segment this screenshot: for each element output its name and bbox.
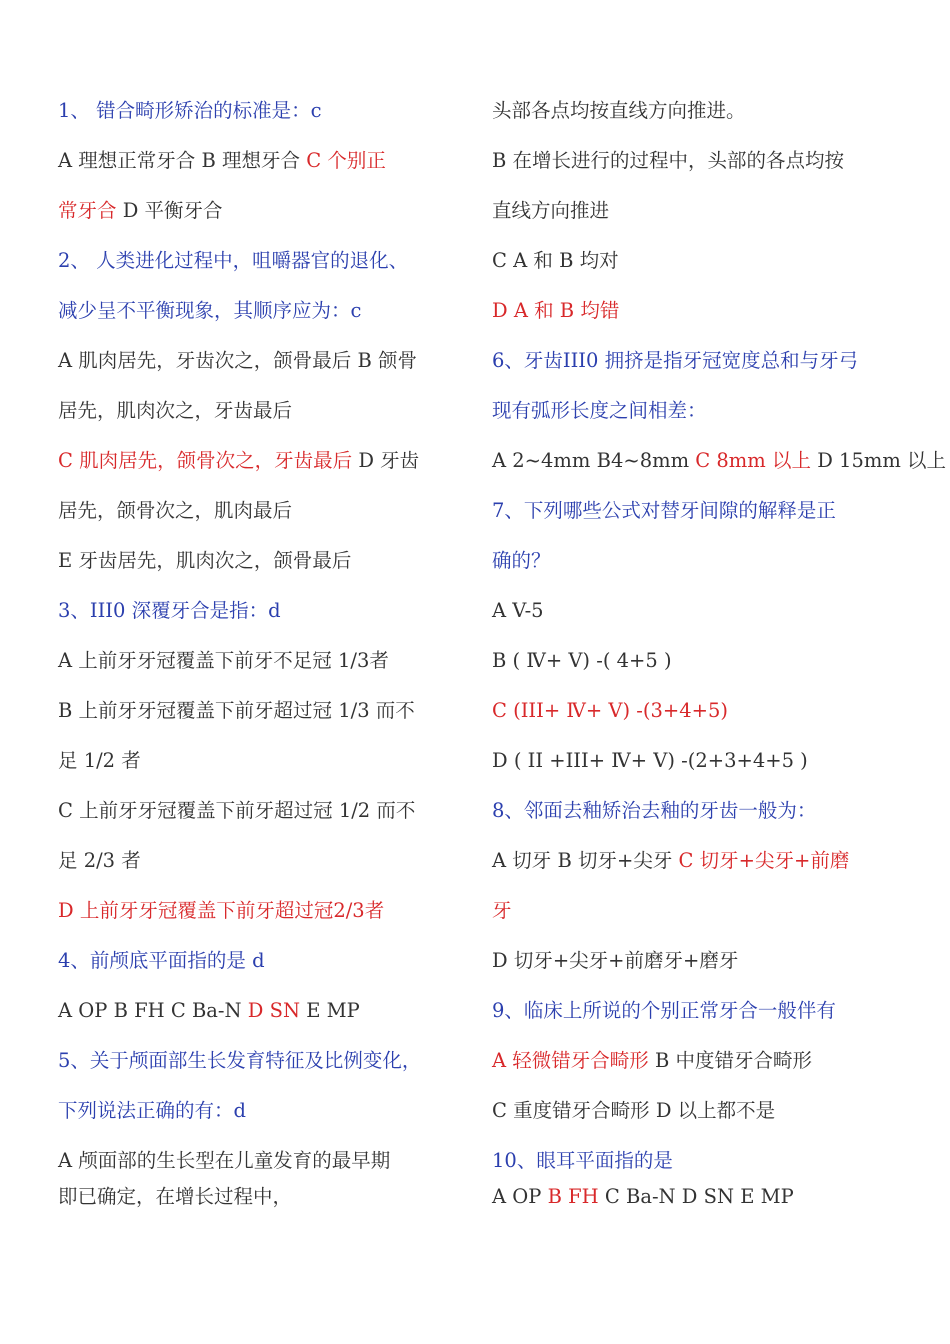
question-text: 现有弧形长度之间相差： — [492, 399, 707, 422]
text-line — [58, 386, 478, 436]
option-text: D ( II +III+ Ⅳ+ V) -(2+3+4+5 ) — [492, 749, 808, 772]
answer-text: C 8mm 以上 — [695, 449, 811, 472]
answer-text: 常牙合 — [58, 199, 117, 222]
text-line — [492, 536, 912, 586]
answer-text: A 轻微错牙合畸形 — [492, 1049, 649, 1072]
question-text: 减少呈不平衡现象，其顺序应为：c — [58, 299, 362, 322]
text-line — [58, 486, 478, 536]
option-text: A 切牙 B 切牙+尖牙 — [492, 849, 679, 872]
option-text: A 肌肉居先，牙齿次之，颌骨最后 B 颌骨 — [58, 349, 418, 372]
text-line — [492, 686, 912, 736]
option-text: D 平衡牙合 — [116, 199, 223, 222]
option-text: 足 1/2 者 — [58, 749, 141, 772]
left-column — [58, 86, 478, 1222]
text-line — [58, 1172, 478, 1222]
text-line — [492, 486, 912, 536]
option-text: C 上前牙牙冠覆盖下前牙超过冠 1/2 而不 — [58, 799, 416, 822]
text-line — [58, 436, 478, 486]
option-text: B ( Ⅳ+ V) -( 4+5 ) — [492, 649, 672, 672]
option-text: C 重度错牙合畸形 D 以上都不是 — [492, 1099, 776, 1122]
question-text: 5、关于颅面部生长发育特征及比例变化， — [58, 1049, 422, 1072]
answer-text: D A 和 B 均错 — [492, 299, 620, 322]
text-line — [492, 836, 912, 886]
text-line — [492, 386, 912, 436]
text-line — [492, 1172, 912, 1222]
question-text: 10、眼耳平面指的是 — [492, 1149, 673, 1172]
question-text: 下列说法正确的有：d — [58, 1099, 246, 1122]
text-line — [58, 836, 478, 886]
text-line — [58, 986, 478, 1036]
text-line — [58, 86, 478, 136]
option-text: D 15mm 以上 — [811, 449, 947, 472]
question-text: 3、III0 深覆牙合是指：d — [58, 599, 281, 622]
text-line — [492, 586, 912, 636]
question-text: 1、 错合畸形矫治的标准是：c — [58, 99, 322, 122]
text-line — [492, 936, 912, 986]
text-line — [492, 636, 912, 686]
text-line — [58, 186, 478, 236]
option-text: D 切牙+尖牙+前磨牙+磨牙 — [492, 949, 739, 972]
right-column — [492, 86, 947, 1222]
option-text: B 上前牙牙冠覆盖下前牙超过冠 1/3 而不 — [58, 699, 415, 722]
text-line — [492, 136, 912, 186]
option-text: E MP — [300, 999, 360, 1022]
option-text: B 中度错牙合畸形 — [648, 1049, 813, 1072]
answer-text: C (III+ Ⅳ+ V) -(3+4+5) — [492, 699, 728, 722]
option-text: 居先，肌肉次之，牙齿最后 — [58, 399, 293, 422]
text-line — [492, 236, 912, 286]
option-text: 居先，颌骨次之，肌肉最后 — [58, 499, 293, 522]
option-text: 即已确定，在增长过程中， — [58, 1185, 293, 1208]
question-text: 2、 人类进化过程中，咀嚼器官的退化、 — [58, 249, 409, 272]
text-line — [58, 886, 478, 936]
text-line — [58, 1086, 478, 1136]
text-line — [492, 736, 912, 786]
text-line — [492, 436, 947, 486]
question-text: 8、邻面去釉矫治去釉的牙齿一般为： — [492, 799, 817, 822]
question-text: 6、牙齿III0 拥挤是指牙冠宽度总和与牙弓 — [492, 349, 859, 372]
answer-text: C 肌肉居先，颌骨次之，牙齿最后 — [58, 449, 353, 472]
text-line — [58, 1036, 478, 1086]
option-text: E 牙齿居先，肌肉次之，颌骨最后 — [58, 549, 352, 572]
text-line — [58, 586, 478, 636]
text-line — [58, 136, 478, 186]
answer-text: D 上前牙牙冠覆盖下前牙超过冠2/3者 — [58, 899, 385, 922]
text-line — [58, 686, 478, 736]
option-text: C A 和 B 均对 — [492, 249, 619, 272]
text-line — [492, 786, 912, 836]
option-text: 足 2/3 者 — [58, 849, 141, 872]
question-text: 确的？ — [492, 549, 551, 572]
text-line — [58, 336, 478, 386]
text-line — [58, 786, 478, 836]
text-line — [58, 236, 478, 286]
answer-text: B FH — [547, 1185, 599, 1208]
text-line — [492, 336, 912, 386]
option-text: A OP B FH C Ba-N — [58, 999, 248, 1022]
option-text: D 牙齿 — [352, 449, 420, 472]
option-text: C Ba-N D SN E MP — [598, 1185, 794, 1208]
answer-text: C 个别正 — [306, 149, 386, 172]
text-line — [492, 886, 912, 936]
option-text: A V-5 — [492, 599, 544, 622]
answer-text: 牙 — [492, 899, 512, 922]
option-text: B 在增长进行的过程中，头部的各点均按 — [492, 149, 845, 172]
option-text: A 理想正常牙合 B 理想牙合 — [58, 149, 307, 172]
text-line — [492, 86, 912, 136]
question-text: 9、临床上所说的个别正常牙合一般伴有 — [492, 999, 836, 1022]
text-line — [58, 636, 478, 686]
option-text: 直线方向推进 — [492, 199, 610, 222]
text-line — [492, 1036, 912, 1086]
text-line — [58, 536, 478, 586]
text-line — [492, 186, 912, 236]
question-text: 7、下列哪些公式对替牙间隙的解释是正 — [492, 499, 836, 522]
option-text: A OP — [492, 1185, 548, 1208]
text-line — [492, 286, 912, 336]
text-line — [492, 986, 912, 1036]
answer-text: C 切牙+尖牙+前磨 — [678, 849, 850, 872]
text-line — [58, 736, 478, 786]
text-line — [58, 1136, 478, 1172]
option-text: A 2~4mm B4~8mm — [492, 449, 696, 472]
option-text: A 颅面部的生长型在儿童发育的最早期 — [58, 1149, 391, 1172]
text-line — [58, 936, 478, 986]
question-text: 4、前颅底平面指的是 d — [58, 949, 265, 972]
option-text: 头部各点均按直线方向推进。 — [492, 99, 746, 122]
option-text: A 上前牙牙冠覆盖下前牙不足冠 1/3者 — [58, 649, 389, 672]
text-line — [492, 1086, 912, 1136]
text-line — [58, 286, 478, 336]
answer-text: D SN — [247, 999, 301, 1022]
text-line — [492, 1136, 912, 1172]
